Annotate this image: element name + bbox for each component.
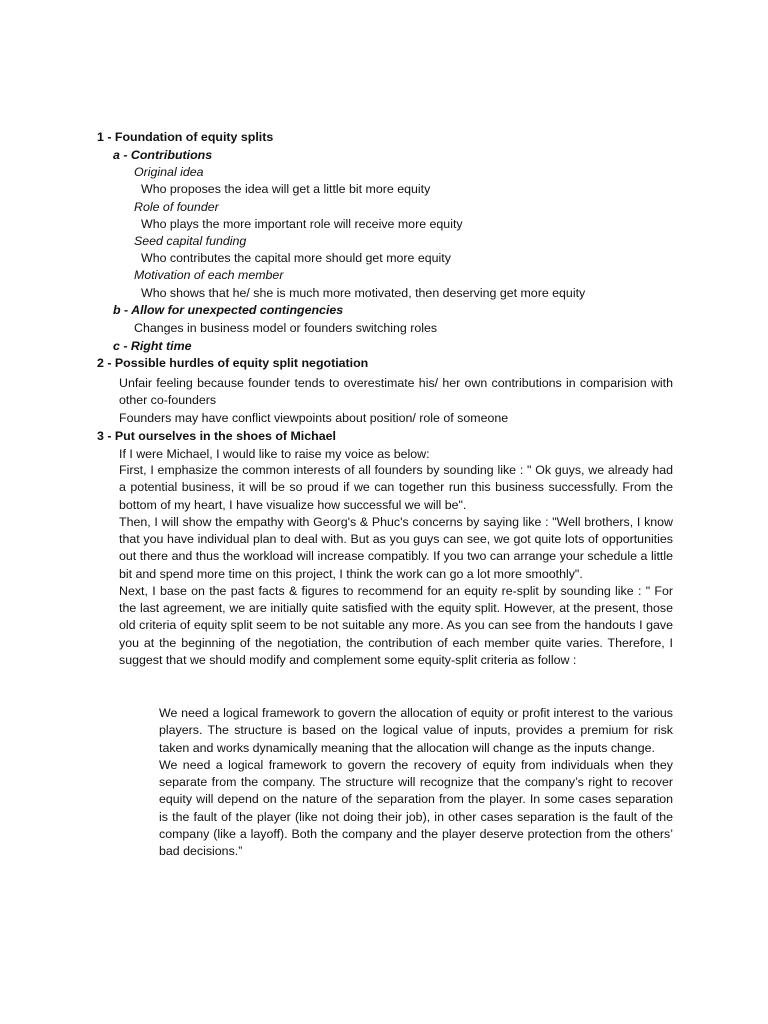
item-desc: Who contributes the capital more should get more equity xyxy=(141,251,451,265)
paragraph-first: First, I emphasize the common interests of all founders by sounding like : " Ok guys, we already had a potential business, it will be so proud if we can together run this business successfully. From the bottom of my heart, I have visualize how successful we will be". xyxy=(119,463,673,512)
quoted-criteria xyxy=(159,705,673,860)
hurdle-paragraph: Founders may have conflict viewpoints about position/ role of someone xyxy=(119,411,509,425)
item-desc: Who shows that he/ she is much more motivated, then deserving get more equity xyxy=(141,286,586,300)
hurdle-paragraph: Unfair feeling because founder tends to overestimate his/ her own contributions in comparision with other co-founders xyxy=(119,376,673,408)
item-title: Motivation of each member xyxy=(134,268,284,282)
quote-allocation: We need a logical framework to govern the allocation of equity or profit interest to the various players. The structure is based on the logical value of inputs, provides a premium for risk taken and works dynamically meaning that the allocation will change as the inputs change. xyxy=(159,706,673,755)
item-title: Seed capital funding xyxy=(134,234,247,248)
contributions-heading: a - Contributions xyxy=(113,148,213,162)
intro-line: If I were Michael, I would like to raise my voice as below: xyxy=(119,447,430,461)
section1-heading: 1 - Foundation of equity splits xyxy=(97,130,274,144)
quote-recovery: We need a logical framework to govern the recovery of equity from individuals when they separate from the company. The structure will recognize that the company’s right to recover equity will depend on the nature of the separation from the player. In some cases separation is the fault of the player (like not doing their job), in other cases separation is the fault of the company (like a layoff). Both the company and the player deserve protection from the others’ bad decisions.” xyxy=(159,757,673,858)
right-time-heading: c - Right time xyxy=(113,339,192,353)
section3-heading: 3 - Put ourselves in the shoes of Michael xyxy=(97,429,336,443)
contingencies-heading: b - Allow for unexpected contingencies xyxy=(113,303,344,317)
contingencies-text: Changes in business model or founders switching roles xyxy=(134,321,438,335)
item-title: Role of founder xyxy=(134,200,219,214)
speech-paragraphs xyxy=(119,462,673,669)
paragraph-next: Next, I base on the past facts & figures to recommend for an equity re-split by sounding like : " For the last agreement, we are initially quite satisfied with the equity split. However, at the present, those old criteria of equity split seem to be not suitable any more. As you can see from the handouts I gave you at the beginning of the negotiation, the contribution of each member quite varies. Therefore, I suggest that we should modify and complement some equity-split criteria as follow : xyxy=(119,583,673,667)
item-desc: Who proposes the idea will get a little bit more equity xyxy=(141,182,431,196)
paragraph-then: Then, I will show the empathy with Georg's & Phuc's concerns by saying like : "Well brothers, I know that you have individual plan to deal with. But as you guys can see, we got quite lots of opportunities out there and thus the workload will increase compatibly. If you two can arrange your schedule a little bit and spend more time on this project, I think the work can go a lot more smoothly". xyxy=(119,514,673,581)
section2-heading: 2 - Possible hurdles of equity split negotiation xyxy=(97,356,369,370)
item-title: Original idea xyxy=(134,165,204,179)
item-desc: Who plays the more important role will receive more equity xyxy=(141,217,463,231)
